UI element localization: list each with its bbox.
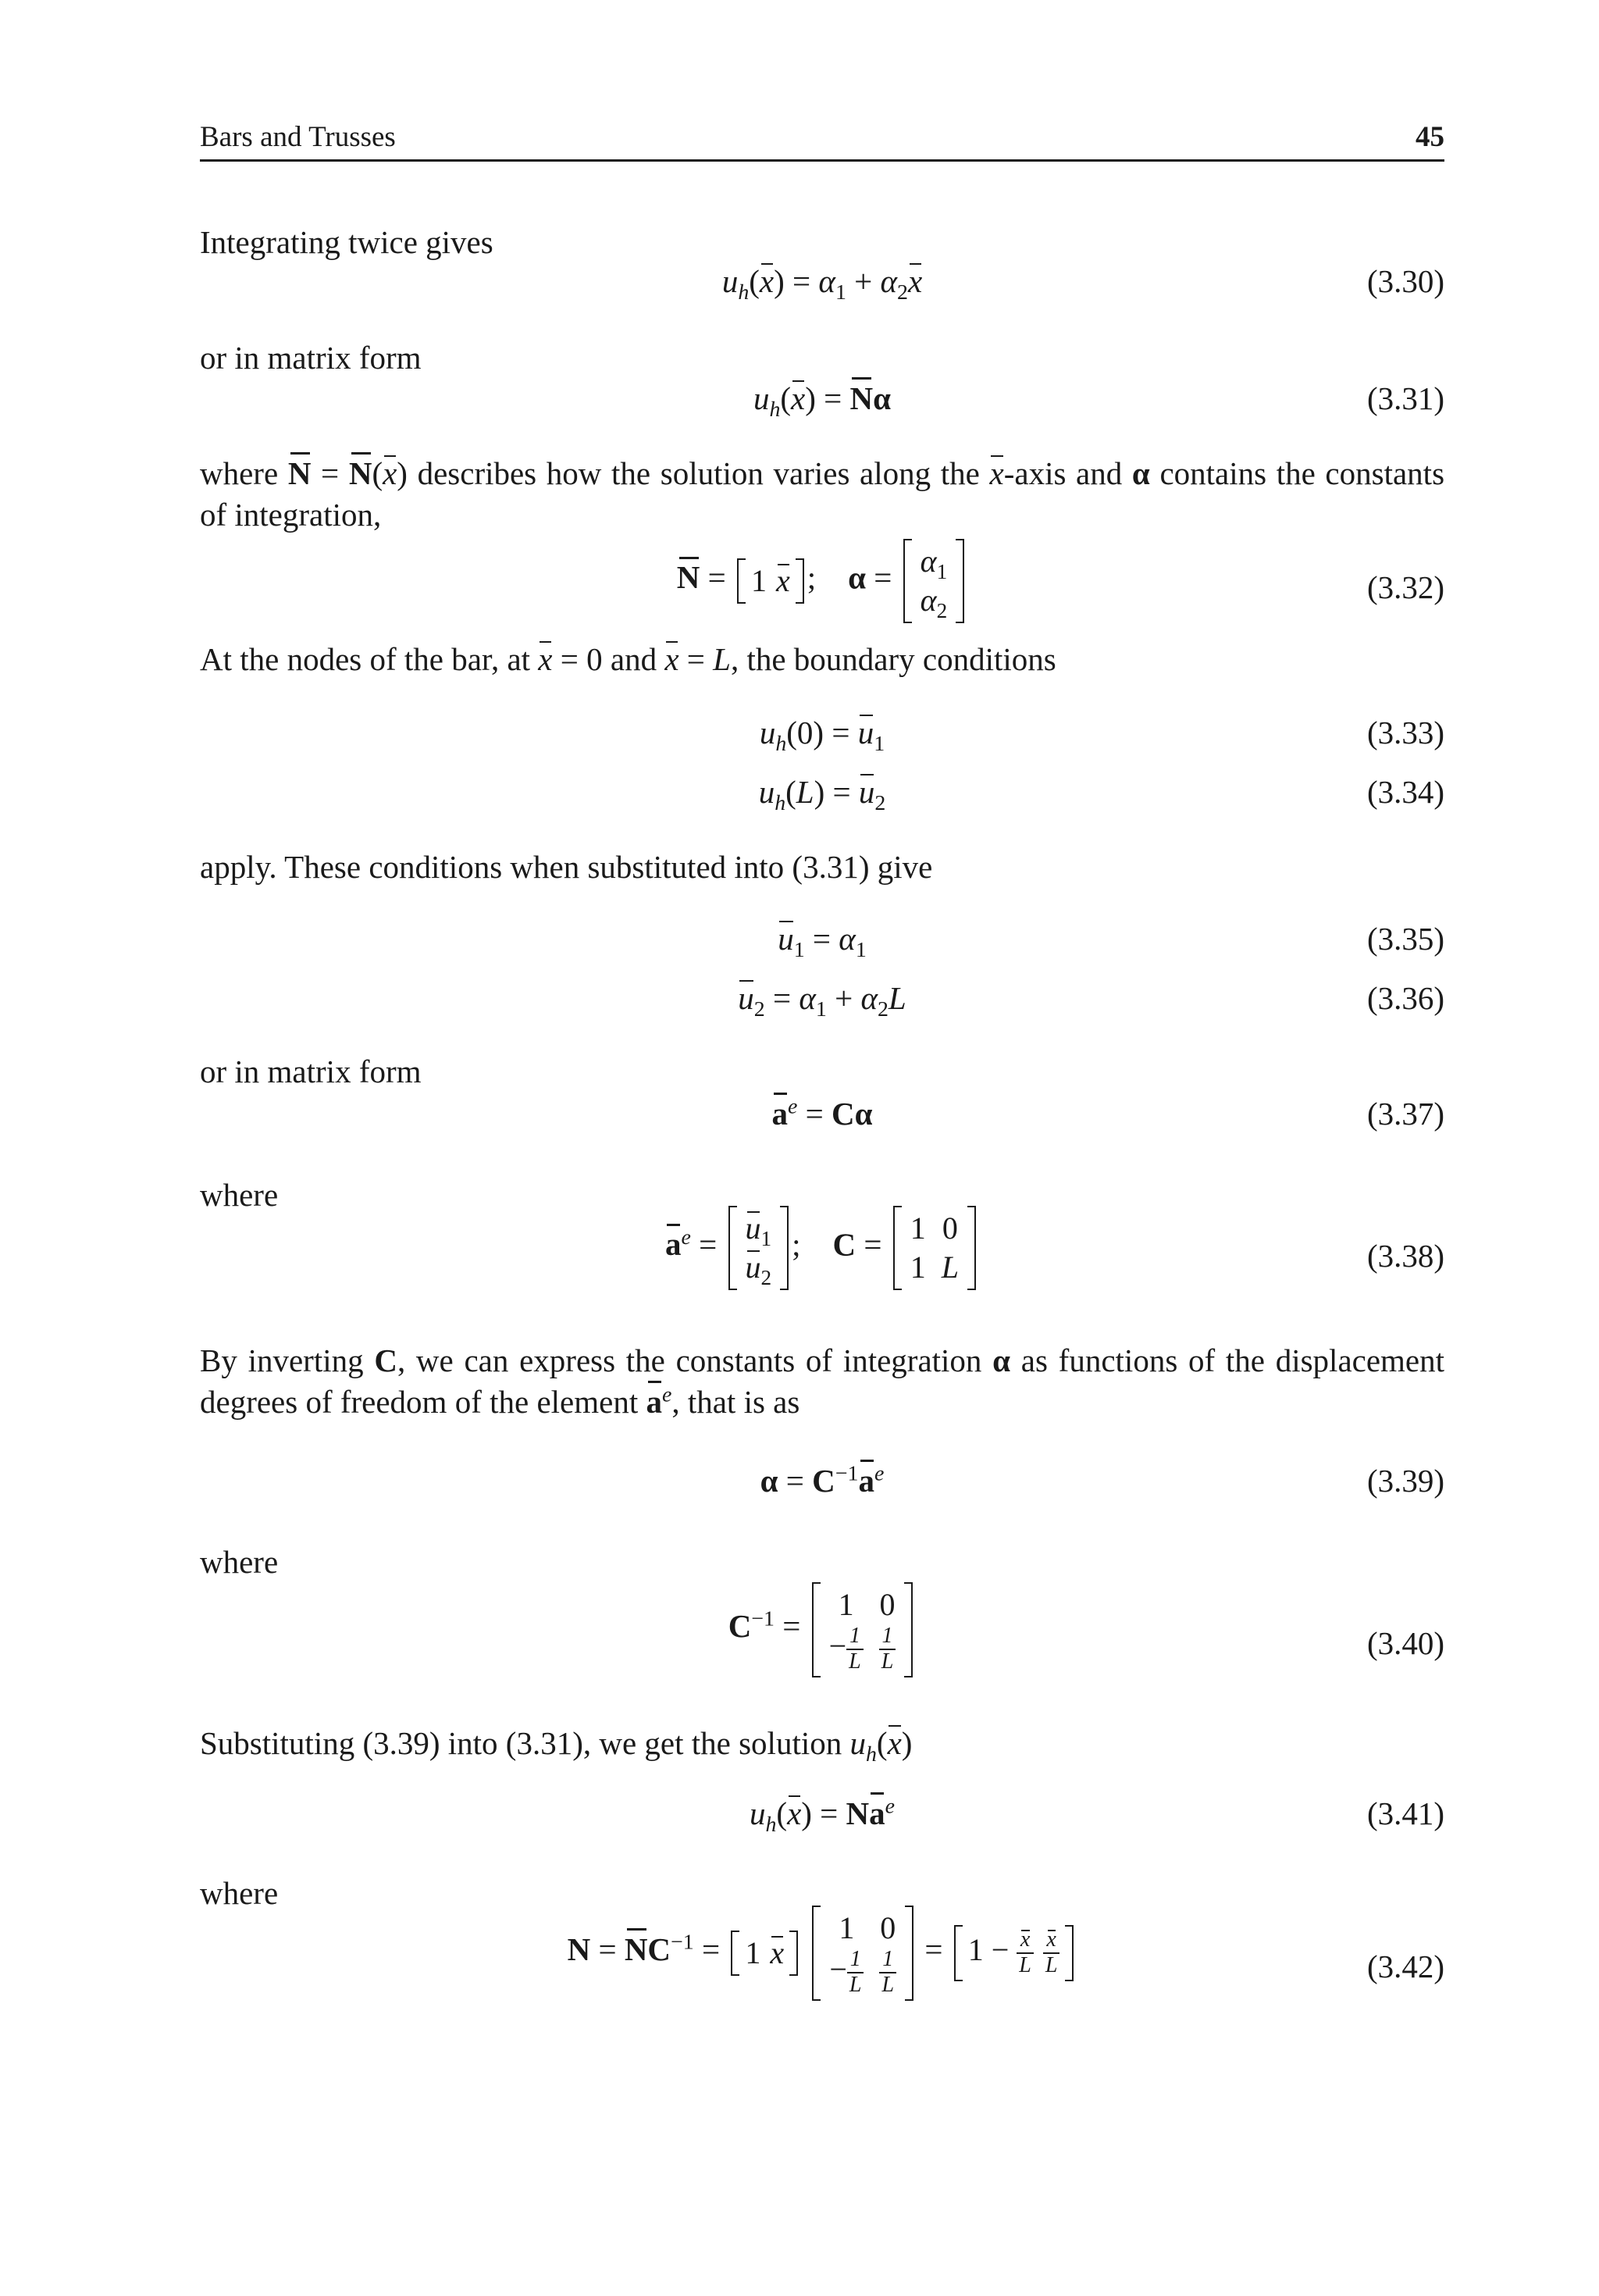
text-where: where: [200, 455, 279, 491]
text-axis-and: -axis and: [1003, 455, 1123, 491]
equation-3-42: [200, 1906, 1444, 2023]
equation-body: $u_h(0) = u_1$: [200, 712, 1444, 754]
equation-body: $u_h(x) = \alpha_1 + \alpha_2x$: [200, 261, 1444, 302]
paragraph-matrix-form-1: or in matrix form: [200, 340, 422, 376]
page-number: 45: [1416, 121, 1444, 153]
equation-3-34: [200, 772, 1444, 818]
equation-body: $\alpha = C^{-1}a^e$: [200, 1460, 1444, 1502]
paragraph-integrating: Integrating twice gives: [200, 224, 493, 260]
equation-3-36: [200, 978, 1444, 1025]
equation-3-37: [200, 1093, 1444, 1140]
equation-3-35: [200, 918, 1444, 965]
equation-body: $u_h(L) = u_2$: [200, 772, 1444, 813]
equation-number: (3.38): [1366, 1238, 1444, 1274]
paragraph-where-1: where: [200, 1177, 279, 1213]
equation-body: $C^{-1}$ = 1 0 − $\frac{1}{L}$ $\frac{1}{L}$: [200, 1582, 1444, 1677]
equation-number: (3.33): [1366, 715, 1444, 750]
equation-number: (3.37): [1366, 1096, 1444, 1132]
paragraph-inverting: By inverting C, we can express the constants of integration α as functions of the displacement degrees of freedom of the element $a^e$, that is as: [200, 1340, 1444, 1424]
text-inverting-d: , that is as: [671, 1384, 800, 1421]
equation-body: $u_2 = \alpha_1 + \alpha_2L$: [200, 978, 1444, 1019]
text-nodes-a: At the nodes of the bar, at: [200, 641, 531, 677]
running-header: [200, 117, 1444, 162]
equation-number: (3.36): [1366, 980, 1444, 1016]
equation-body: $N = NC^{-1}$ = 1 x 1 0 − $\frac{1}{L}$ $\frac{1}{L}$ = 1 − $\frac{x}{L}$ $\frac{x}{L}$: [200, 1906, 1444, 2001]
text-contains: contains the constants of integration,: [200, 455, 1445, 533]
row-matrix-1-x: 1 x: [737, 558, 804, 604]
equation-3-31: [200, 378, 1444, 425]
text-nodes-b: , the boundary conditions: [730, 641, 1056, 677]
equation-body: $a^e$ = $u_1$ $u_2$ ; C = 1 0 1 L: [200, 1206, 1444, 1290]
paragraph-where-2: where: [200, 1544, 279, 1580]
text-nodes-and: and: [610, 641, 657, 677]
equation-3-41: [200, 1793, 1444, 1840]
page: [200, 117, 1445, 1997]
paragraph-n-bar-description: where N = N(x) describes how the solution varies along the x-axis and α contains the constants of integration,: [200, 453, 1444, 537]
paragraph-where-3: where: [200, 1875, 279, 1911]
text-substituting: Substituting (3.39) into (3.31), we get the solution: [200, 1725, 842, 1761]
equation-body: $u_1 = \alpha_1$: [200, 918, 1444, 960]
text-inverting-a: By inverting: [200, 1342, 364, 1378]
equation-3-38: [200, 1206, 1444, 1300]
alpha-vector: $\alpha_1$ $\alpha_2$: [903, 539, 965, 623]
equation-3-40: [200, 1582, 1444, 1699]
equation-number: (3.41): [1366, 1795, 1444, 1831]
equation-body: $u_h(x) = Na^e$: [749, 1794, 896, 1838]
equation-3-39: [200, 1460, 1444, 1507]
displacement-vector: $u_1$ $u_2$: [728, 1206, 789, 1290]
text-inverting-c: as functions of the displacement degrees of freedom of the element: [200, 1342, 1445, 1421]
equation-number: (3.31): [1366, 380, 1444, 416]
equation-number: (3.32): [1366, 569, 1444, 605]
equation-number: (3.39): [1366, 1463, 1444, 1499]
row-matrix-1-x: 1 x: [731, 1931, 798, 1976]
paragraph-substituting: Substituting (3.39) into (3.31), we get the solution $u_h(x)$: [200, 1723, 1444, 1764]
equation-3-32: [200, 539, 1444, 633]
equation-body: N = 1 x ; α = $\alpha_1$ $\alpha_2$: [200, 539, 1444, 623]
paragraph-nodes: At the nodes of the bar, at x = 0 and x = L, the boundary conditions: [200, 639, 1444, 680]
equation-3-33: [200, 712, 1444, 759]
equation-number: (3.42): [1366, 1948, 1444, 1984]
equation-number: (3.30): [1366, 263, 1444, 299]
shape-function-row: 1 − $\frac{x}{L}$ $\frac{x}{L}$: [954, 1925, 1074, 1981]
equation-number: (3.35): [1366, 921, 1444, 957]
text-inverting-b: , we can express the constants of integration: [397, 1342, 982, 1378]
matrix-c: 1 0 1 L: [893, 1206, 976, 1290]
paragraph-matrix-form-2: or in matrix form: [200, 1054, 422, 1089]
text-describes: describes how the solution varies along the: [417, 455, 980, 491]
running-title: Bars and Trusses: [200, 121, 396, 153]
paragraph-apply: apply. These conditions when substituted into (3.31) give: [200, 849, 933, 885]
equation-body: $u_h(x) = N\alpha$: [200, 378, 1444, 419]
equation-number: (3.40): [1366, 1625, 1444, 1661]
equation-3-30: [200, 261, 1444, 308]
equation-number: (3.34): [1366, 774, 1444, 810]
equation-body: $a^e = C\alpha$: [200, 1093, 1444, 1135]
matrix-c-inverse: 1 0 − $\frac{1}{L}$ $\frac{1}{L}$: [812, 1906, 913, 2001]
matrix-c-inverse: 1 0 − $\frac{1}{L}$ $\frac{1}{L}$: [812, 1582, 913, 1677]
